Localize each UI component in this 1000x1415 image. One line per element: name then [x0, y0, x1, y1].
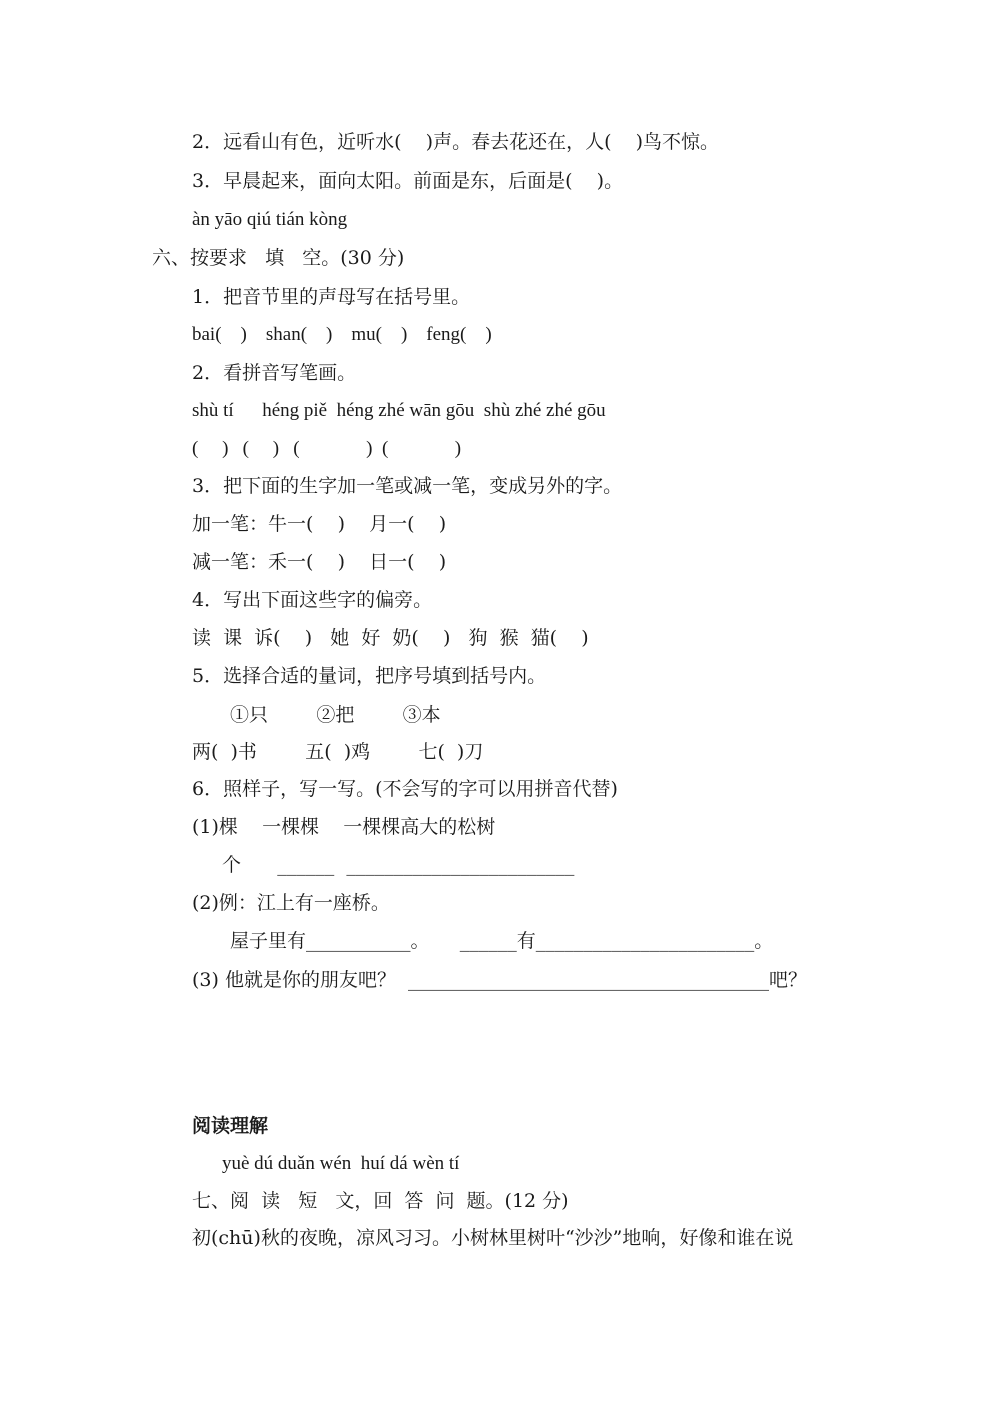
reading-pinyin: yuè dú duǎn wén huí dá wèn tí [222, 1153, 460, 1174]
section-6-title: 六、按要求 填 空。(30 分) [152, 247, 405, 269]
reading-passage: 初(chū)秋的夜晚，凉风习习。小树林里树叶“沙沙”地响，好像和谁在说 [192, 1227, 794, 1249]
question-6-4-items: 读 课 诉( ) 她 好 奶( ) 狗 猴 猫( ) [192, 627, 589, 649]
question-6-2-blanks: ( ) ( ) ( ) ( ) [192, 438, 462, 459]
question-6-5-instruction: 5．选择合适的量词，把序号填到括号内。 [192, 665, 547, 687]
question-6-5-options: ①只 ②把 ③本 [230, 704, 441, 726]
question-6-5-items: 两( )书 五( )鸡 七( )刀 [192, 741, 484, 763]
question-6-1-items: bai( ) shan( ) mu( ) feng( ) [192, 324, 492, 345]
question-6-2-instruction: 2．看拼音写笔画。 [192, 362, 357, 384]
question-6-6-example-3: (3) 他就是你的朋友吧？ ______________________________________吧？ [192, 969, 808, 991]
reading-heading: 阅读理解 [192, 1115, 269, 1137]
section-6-pinyin: àn yāo qiú tián kòng [192, 209, 348, 230]
question-6-6-example-2: (2)例：江上有一座桥。 [192, 892, 390, 914]
question-5-3: 3．早晨起来，面向太阳。前面是东，后面是( )。 [192, 170, 624, 192]
section-7-title: 七、阅 读 短 文，回 答 问 题。(12 分) [192, 1190, 569, 1212]
question-6-3-instruction: 3．把下面的生字加一笔或减一笔，变成另外的字。 [192, 475, 623, 497]
question-6-6-answer-2: 屋子里有___________。 ______有_______________________。 [230, 930, 774, 952]
question-5-2: 2．远看山有色，近听水( )声。春去花还在，人( )鸟不惊。 [192, 131, 720, 153]
question-6-2-pinyin: shù tí héng piě héng zhé wān gōu shù zhé zhé gōu [192, 400, 606, 421]
question-6-6-answer-1: 个 ______ ________________________ [222, 854, 575, 876]
question-6-3-add: 加一笔：牛一( ) 月一( ) [192, 513, 447, 535]
question-6-6-example-1: (1)棵 一棵棵 一棵棵高大的松树 [192, 816, 496, 838]
question-6-3-subtract: 减一笔：禾一( ) 日一( ) [192, 551, 447, 573]
question-6-6-instruction: 6．照样子，写一写。(不会写的字可以用拼音代替) [192, 778, 618, 800]
question-6-4-instruction: 4．写出下面这些字的偏旁。 [192, 589, 433, 611]
question-6-1-instruction: 1．把音节里的声母写在括号里。 [192, 286, 471, 308]
